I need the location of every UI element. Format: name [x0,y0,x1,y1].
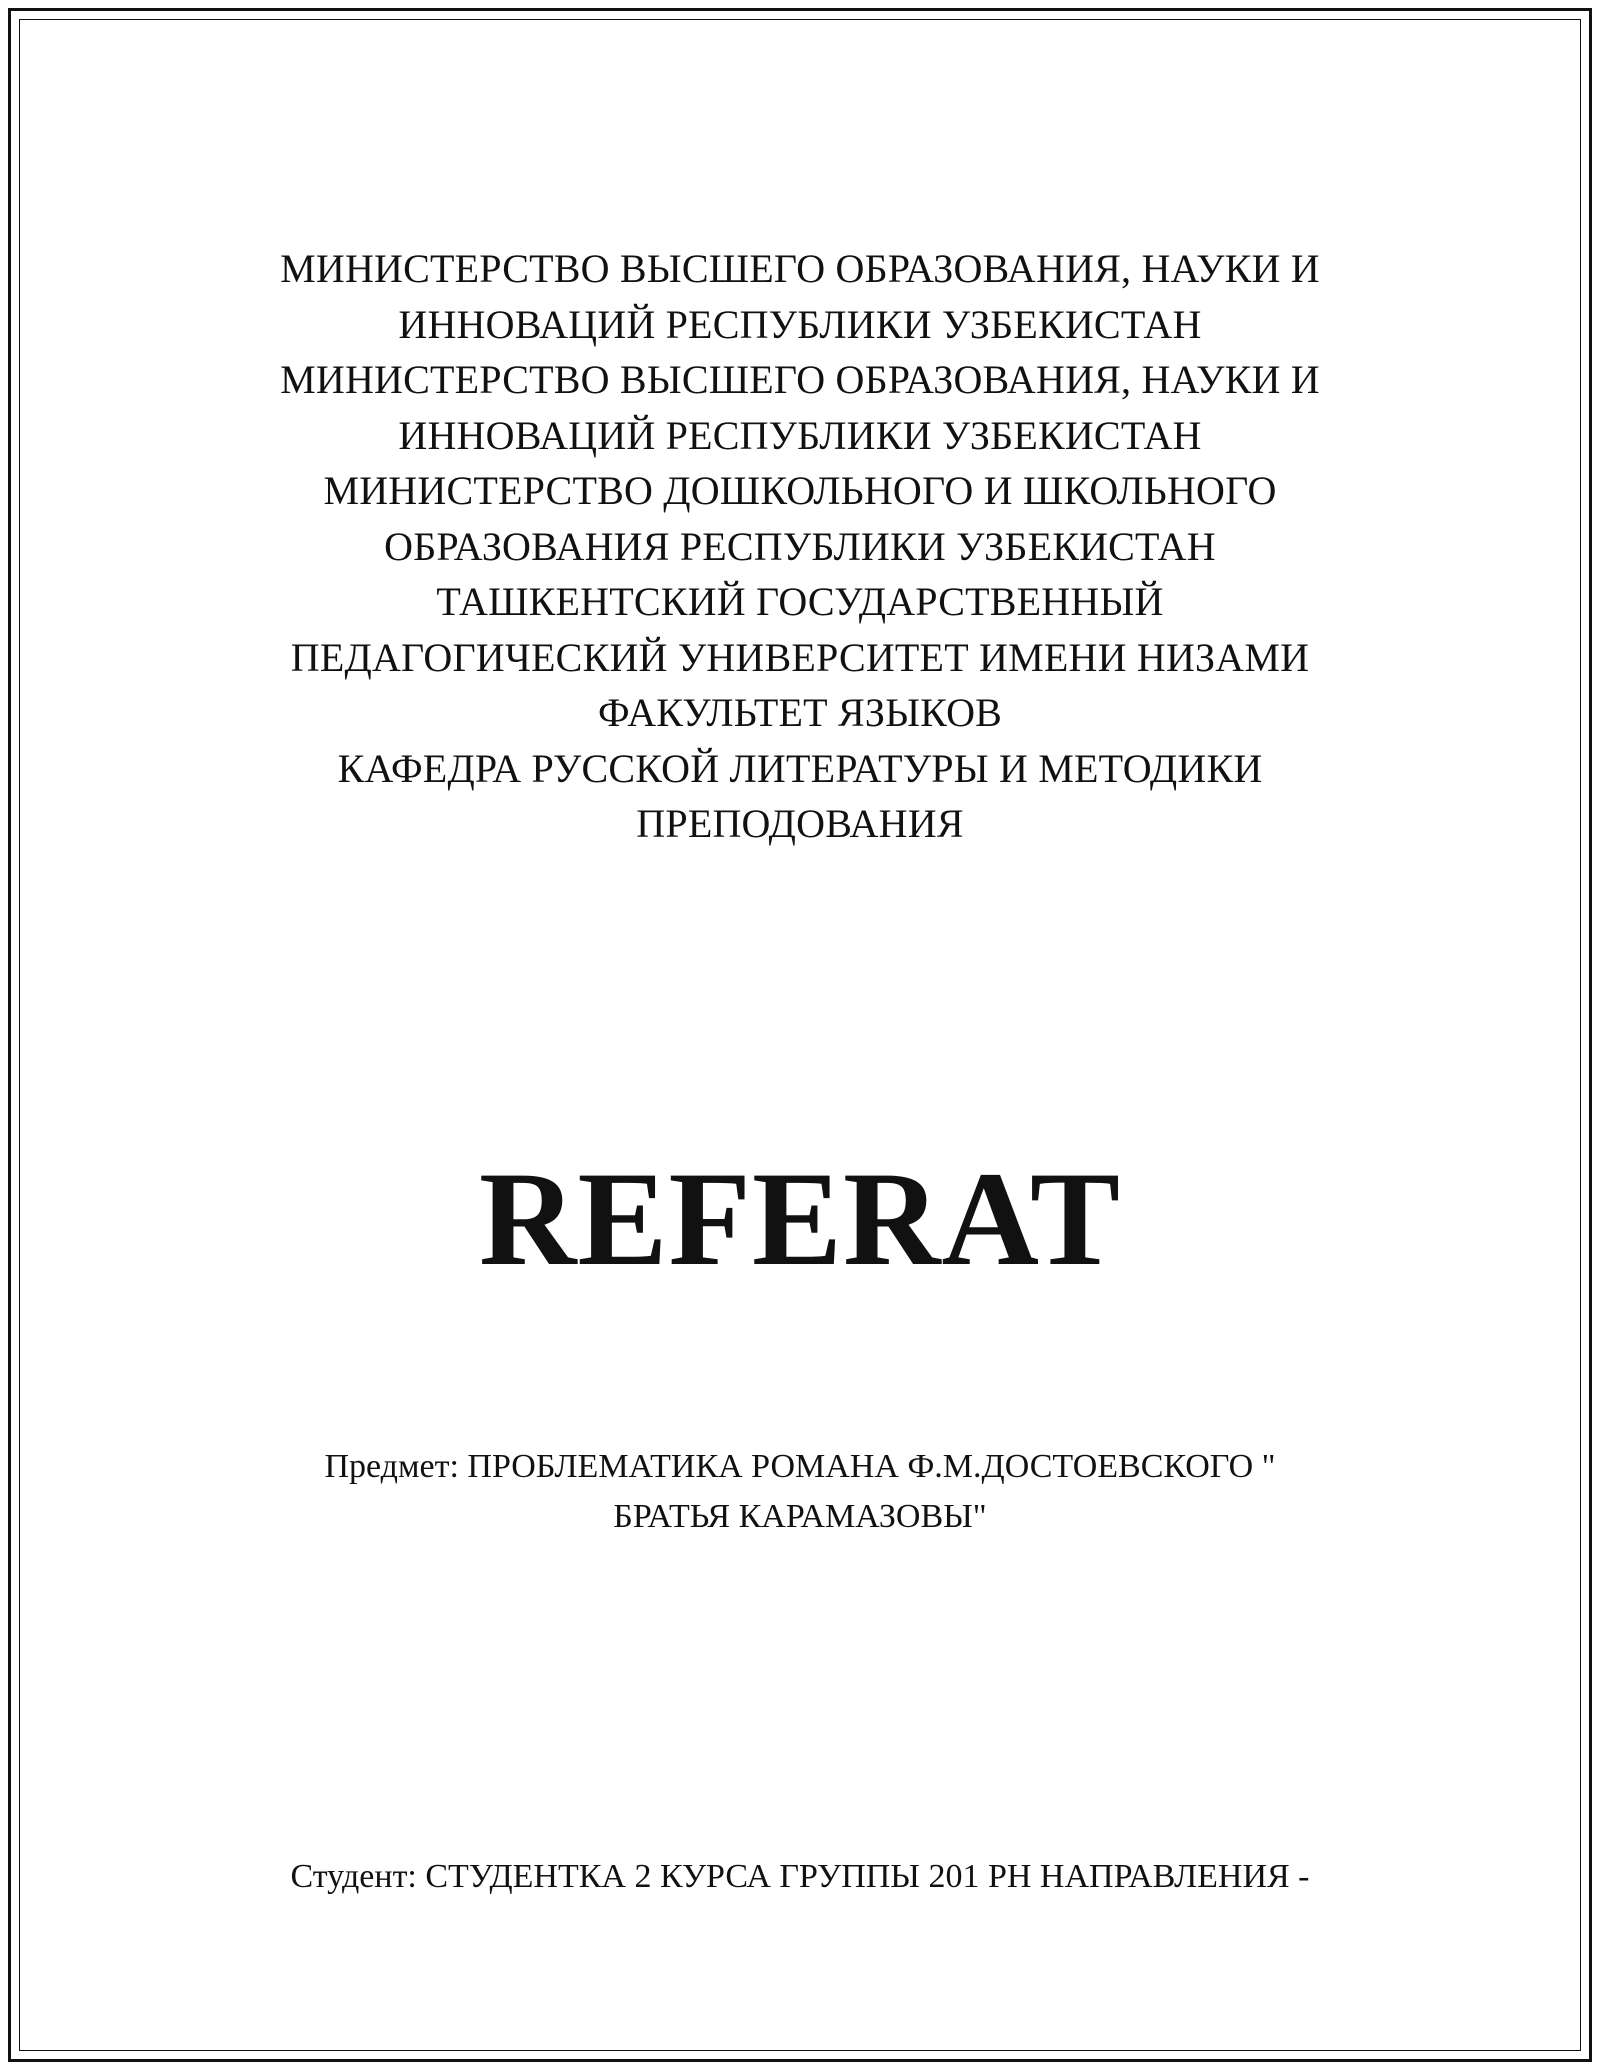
header-line: МИНИСТЕРСТВО ДОШКОЛЬНОГО И ШКОЛЬНОГО [323,468,1277,513]
subject-block [0,1442,1600,1542]
student-line: Студент: СТУДЕНТКА 2 КУРСА ГРУППЫ 201 PH НАПРАВЛЕНИЯ - [290,1858,1310,1895]
header-line: ИННОВАЦИЙ РЕСПУБЛИКИ УЗБЕКИСТАН [398,412,1202,458]
header-line: МИНИСТЕРСТВО ВЫСШЕГО ОБРАЗОВАНИЯ, НАУКИ И [280,357,1320,402]
header-line: КАФЕДРА РУССКОЙ ЛИТЕРАТУРЫ И МЕТОДИКИ [337,745,1263,791]
header-line: ПРЕПОДОВАНИЯ [636,801,964,846]
header-line: ИННОВАЦИЙ РЕСПУБЛИКИ УЗБЕКИСТАН [398,301,1202,347]
document-title: REFERAT [478,1145,1122,1294]
header-line: МИНИСТЕРСТВО ВЫСШЕГО ОБРАЗОВАНИЯ, НАУКИ И [280,246,1320,291]
subject-line-1: Предмет: ПРОБЛЕМАТИКА РОМАНА Ф.М.ДОСТОЕВСКОГО " [324,1448,1276,1485]
institution-header [0,241,1600,852]
header-line: ТАШКЕНТСКИЙ ГОСУДАРСТВЕННЫЙ [436,579,1164,624]
header-line: ПЕДАГОГИЧЕСКИЙ УНИВЕРСИТЕТ ИМЕНИ НИЗАМИ [290,634,1310,680]
header-line: ФАКУЛЬТЕТ ЯЗЫКОВ [597,690,1003,735]
header-line: ОБРАЗОВАНИЯ РЕСПУБЛИКИ УЗБЕКИСТАН [384,523,1216,569]
subject-line-2: БРАТЬЯ КАРАМАЗОВЫ" [613,1498,987,1535]
